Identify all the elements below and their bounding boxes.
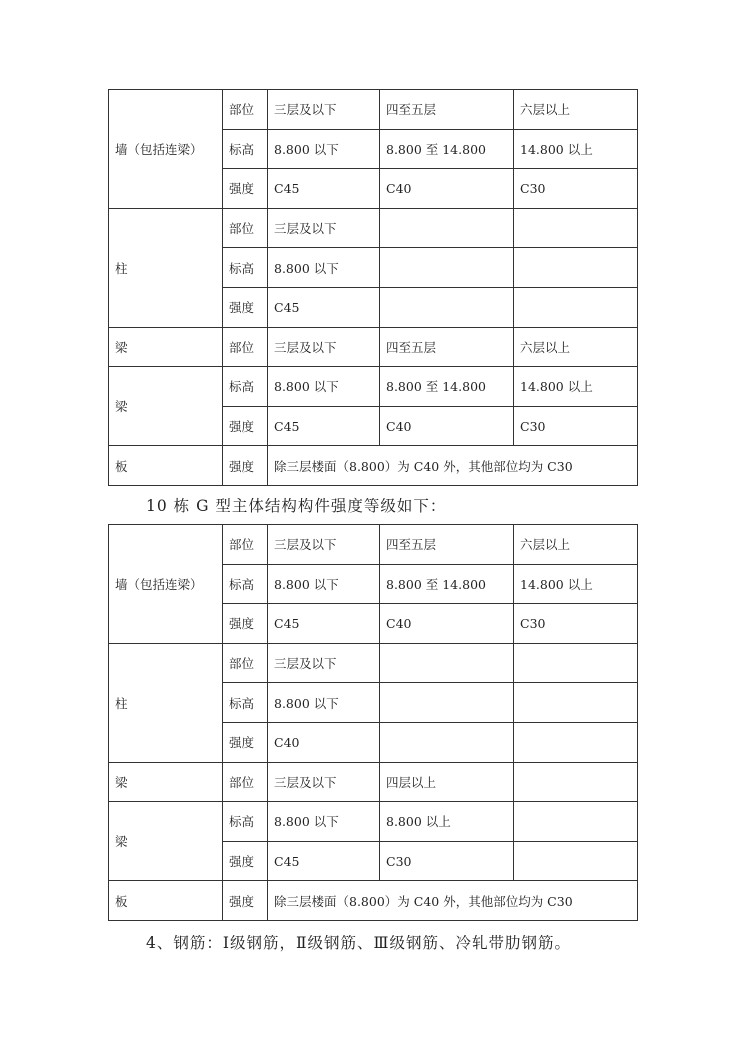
table-cell: 四层以上 — [380, 762, 514, 802]
table-cell — [514, 762, 638, 802]
table-cell: 三层及以下 — [268, 762, 380, 802]
table-cell — [380, 287, 514, 327]
table-row — [109, 446, 638, 486]
table-cell — [514, 208, 638, 248]
table-cell: C45 — [268, 406, 380, 446]
table-cell — [514, 287, 638, 327]
table-cell: 标高 — [223, 367, 268, 407]
table-cell: C40 — [268, 722, 380, 762]
table-cell: 梁 — [109, 367, 223, 446]
table-cell: 墙（包括连梁） — [109, 90, 223, 209]
table-cell: 除三层楼面（8.800）为 C40 外，其他部位均为 C30 — [268, 881, 638, 921]
table-cell: 14.800 以上 — [514, 564, 638, 604]
table-cell: C45 — [268, 169, 380, 209]
table-row — [109, 762, 638, 802]
table-cell — [380, 248, 514, 288]
table-cell: C30 — [514, 604, 638, 644]
table-cell: 板 — [109, 881, 223, 921]
table-cell — [380, 643, 514, 683]
table-cell — [514, 248, 638, 288]
table-cell: 三层及以下 — [268, 525, 380, 565]
table-cell: 部位 — [223, 90, 268, 130]
table-cell: 除三层楼面（8.800）为 C40 外，其他部位均为 C30 — [268, 446, 638, 486]
table-cell: 六层以上 — [514, 90, 638, 130]
table-cell: C30 — [514, 169, 638, 209]
table-row — [109, 881, 638, 921]
table-cell: 柱 — [109, 643, 223, 762]
table-row — [109, 90, 638, 130]
table-cell: C30 — [380, 841, 514, 881]
table-cell: 部位 — [223, 327, 268, 367]
table-cell: C40 — [380, 169, 514, 209]
table-cell: 14.800 以上 — [514, 367, 638, 407]
table-cell: 强度 — [223, 287, 268, 327]
table-cell: 标高 — [223, 683, 268, 723]
table-cell: 8.800 以下 — [268, 802, 380, 842]
table-row — [109, 802, 638, 842]
table-cell: 四至五层 — [380, 327, 514, 367]
table-cell: C45 — [268, 604, 380, 644]
table-cell: 墙（包括连梁） — [109, 525, 223, 644]
table-cell: 部位 — [223, 525, 268, 565]
table-cell: 8.800 以下 — [268, 367, 380, 407]
table-cell: C40 — [380, 604, 514, 644]
table-2-caption: 10 栋 G 型主体结构构件强度等级如下： — [146, 497, 447, 515]
table-cell: 标高 — [223, 129, 268, 169]
table-cell: 8.800 以下 — [268, 129, 380, 169]
table-cell: C45 — [268, 841, 380, 881]
table-cell: C40 — [380, 406, 514, 446]
strength-table-1 — [108, 89, 638, 486]
table-cell: C30 — [514, 406, 638, 446]
table-cell: 8.800 至 14.800 — [380, 367, 514, 407]
table-cell: 强度 — [223, 841, 268, 881]
table-cell — [514, 802, 638, 842]
table-cell — [514, 683, 638, 723]
table-cell: 梁 — [109, 327, 223, 367]
table-cell: 六层以上 — [514, 327, 638, 367]
table-cell: 三层及以下 — [268, 327, 380, 367]
table-cell: 部位 — [223, 208, 268, 248]
table-cell: 强度 — [223, 604, 268, 644]
table-cell: 强度 — [223, 169, 268, 209]
table-cell: 8.800 以下 — [268, 683, 380, 723]
table-cell — [380, 208, 514, 248]
table-cell: 三层及以下 — [268, 208, 380, 248]
table-row — [109, 327, 638, 367]
table-cell: 六层以上 — [514, 525, 638, 565]
table-cell — [380, 722, 514, 762]
table-row — [109, 643, 638, 683]
table-cell: 板 — [109, 446, 223, 486]
table-cell: 强度 — [223, 446, 268, 486]
table-cell: 四至五层 — [380, 525, 514, 565]
table-cell: 部位 — [223, 762, 268, 802]
table-cell: 标高 — [223, 248, 268, 288]
table-row — [109, 208, 638, 248]
table-cell: 标高 — [223, 564, 268, 604]
table-cell: 强度 — [223, 881, 268, 921]
table-cell: 8.800 以上 — [380, 802, 514, 842]
table-cell: 14.800 以上 — [514, 129, 638, 169]
table-cell: 梁 — [109, 802, 223, 881]
table-cell: 8.800 至 14.800 — [380, 564, 514, 604]
table-cell: 强度 — [223, 406, 268, 446]
strength-table-2 — [108, 524, 638, 921]
table-cell: 8.800 以下 — [268, 564, 380, 604]
rebar-paragraph: 4、钢筋：Ⅰ级钢筋，Ⅱ级钢筋、Ⅲ级钢筋、冷轧带肋钢筋。 — [146, 934, 571, 952]
table-cell: 强度 — [223, 722, 268, 762]
table-cell — [514, 841, 638, 881]
table-cell: 柱 — [109, 208, 223, 327]
table-cell: 标高 — [223, 802, 268, 842]
table-cell: 四至五层 — [380, 90, 514, 130]
table-cell: 8.800 至 14.800 — [380, 129, 514, 169]
table-cell: 部位 — [223, 643, 268, 683]
table-row — [109, 367, 638, 407]
table-cell — [514, 722, 638, 762]
table-cell: 梁 — [109, 762, 223, 802]
table-cell: 8.800 以下 — [268, 248, 380, 288]
table-cell — [380, 683, 514, 723]
table-cell: 三层及以下 — [268, 90, 380, 130]
table-cell: C45 — [268, 287, 380, 327]
table-row — [109, 525, 638, 565]
table-cell — [514, 643, 638, 683]
table-cell: 三层及以下 — [268, 643, 380, 683]
